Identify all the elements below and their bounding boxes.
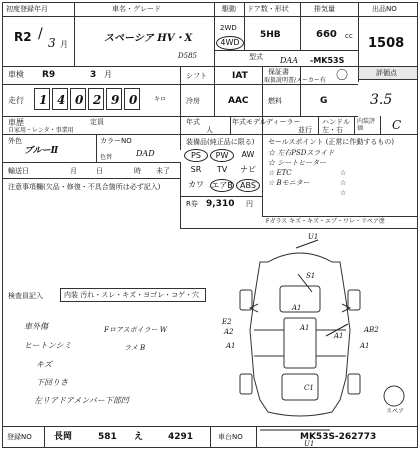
- door-shape-label: ドア数・形状: [247, 5, 289, 13]
- remark-item: キズ: [36, 360, 52, 369]
- mileage-digit: 4: [57, 93, 66, 107]
- delivery-day-unit: 日: [96, 167, 103, 175]
- sales-point-item: ☆ シートヒーター: [268, 159, 326, 167]
- warranty-sub: 取扱説明書/メーカー有: [264, 77, 326, 84]
- mileage-digit: 1: [39, 93, 48, 107]
- recycle-label: R券: [186, 200, 198, 208]
- model-change-label: 年式モデル: [232, 118, 267, 126]
- damage-mark: A1: [226, 342, 236, 350]
- equipment-item: ABS: [236, 179, 260, 192]
- month-unit: 月: [60, 40, 68, 49]
- inspection-label: 車検: [8, 70, 24, 79]
- color-no-label: カラーNO: [100, 137, 132, 145]
- shift-value: IAT: [232, 71, 248, 81]
- drive-2wd: 2WD: [220, 24, 237, 32]
- score-value: 3.5: [370, 92, 393, 108]
- recycle-unit: 円: [246, 200, 253, 208]
- mileage-digit: 2: [93, 93, 102, 107]
- equipment-item: ナビ: [240, 165, 256, 174]
- era-separator: /: [38, 26, 43, 42]
- shift-label: シフト: [186, 72, 207, 80]
- color-label: 外色: [8, 137, 22, 145]
- remark-right-1: Fロアスポイラー W: [104, 326, 167, 334]
- dealer-label: ディーラー: [266, 118, 301, 126]
- damage-mark: A1: [292, 304, 302, 312]
- damage-mark: A1: [360, 342, 370, 350]
- first-reg-label: 初度登録年月: [6, 5, 48, 13]
- sales-grade-bar: Fガラス キズ・キズ・エブ・ワレ・リペア塗: [266, 218, 385, 225]
- remark-item: 下回りさ: [36, 378, 68, 387]
- drive-4wd-circled: 4WD: [216, 36, 244, 50]
- reg-number: 4291: [168, 432, 194, 442]
- sales-point-item: ☆ 左右PSDスライド: [268, 149, 335, 157]
- damage-mark: A1: [300, 324, 310, 332]
- sales-point-blank: ☆: [340, 189, 347, 197]
- reg-label: 登録NO: [7, 433, 32, 441]
- mileage-digit: 0: [129, 93, 138, 107]
- mileage-digit: 9: [111, 93, 120, 107]
- listing-no-label: 出品NO: [372, 5, 397, 13]
- wheel-rear-right: [348, 374, 360, 394]
- equipment-item: SR: [190, 165, 202, 174]
- damage-mark: A2: [224, 328, 234, 336]
- displacement-label: 排気量: [314, 5, 335, 13]
- delivery-label: 輸送日: [8, 167, 29, 175]
- capacity-unit: 人: [206, 126, 213, 134]
- color-no-value: DAD: [136, 149, 155, 158]
- displacement-unit: cc: [345, 32, 353, 40]
- handle-value: 左・右: [322, 126, 343, 134]
- recycle-value: 9,310: [206, 199, 235, 209]
- sales-point-item: ☆ Bモニター: [268, 179, 310, 187]
- handle-label: ハンドル: [322, 118, 350, 126]
- delivery-time-label: 時: [134, 167, 141, 175]
- year-label: 年式: [186, 118, 200, 126]
- reg-class: 581: [98, 432, 117, 442]
- fuel-label: 燃料: [268, 97, 282, 105]
- notes-label: 注意事項欄(欠品・修復・不具合箇所は必ず記入): [8, 183, 161, 191]
- model-prefix: DAA: [280, 56, 298, 65]
- wheel-front-right: [348, 290, 360, 310]
- remark-right-2: ラメ B: [124, 344, 146, 352]
- warranty-label: 保証書: [268, 68, 289, 76]
- equipment-item: TV: [216, 165, 228, 174]
- damage-mark: A1: [334, 332, 344, 340]
- dealer-value: 並行: [298, 126, 312, 134]
- sales-point-item: ☆ ETC: [268, 169, 292, 177]
- chassis-label: 車台NO: [218, 433, 243, 441]
- displacement-value: 660: [316, 29, 337, 40]
- remark-item: ヒートンシミ: [24, 341, 72, 350]
- model-label: 型式: [249, 53, 263, 61]
- door-shape-value: 5HB: [260, 30, 281, 40]
- name-grade-value: スペーシア HV・X: [104, 33, 193, 44]
- delivery-month-unit: 月: [70, 167, 77, 175]
- interior-value: C: [392, 118, 402, 132]
- month-value: 3: [48, 36, 56, 50]
- reg-area: 長岡: [54, 432, 73, 442]
- damage-mark: U1: [304, 440, 315, 448]
- delivery-check-label: 未了: [156, 167, 170, 175]
- equipment-item: カワ: [188, 180, 204, 189]
- usage-options: 自家用・レンタ・事業用: [8, 127, 74, 134]
- mileage-unit: キロ: [154, 96, 167, 103]
- score-label: 評価点: [376, 69, 397, 77]
- drive-label: 駆動: [222, 5, 236, 13]
- inspector-items: 内装 汚れ・スレ・キズ・ヨゴレ・コゲ・穴: [60, 288, 206, 302]
- capacity-label: 定員: [90, 118, 104, 126]
- wheel-front-left: [240, 290, 252, 310]
- sales-points-title: セールスポイント (正常に作動するもの): [268, 138, 395, 146]
- model-code: -MK53S: [310, 56, 345, 65]
- usage-label: 車歴: [8, 118, 24, 127]
- color-replace-label: 色替: [100, 154, 113, 161]
- fuel-value: G: [320, 96, 328, 106]
- inspection-era: R9: [42, 70, 56, 80]
- equipment-title: 装備品(純正品に限る): [186, 138, 255, 146]
- reg-kana: え: [134, 432, 144, 442]
- spare-tire: [384, 386, 404, 406]
- equipment-item: AW: [241, 150, 255, 159]
- mileage-digit: 0: [75, 93, 84, 107]
- damage-mark: AB2: [364, 326, 379, 334]
- handwritten-top: D585: [178, 52, 197, 60]
- remark-item: 左リアドアメンバー下部凹: [34, 396, 129, 405]
- era-value: R2: [14, 30, 32, 44]
- chassis-value: MK53S-262773: [300, 432, 377, 442]
- spare-label: スペア: [386, 408, 405, 415]
- damage-mark: E2: [222, 318, 232, 326]
- sales-point-blank: ☆: [340, 179, 347, 187]
- inspection-month-unit: 月: [104, 70, 112, 79]
- sales-point-blank: ☆: [340, 169, 347, 177]
- color-value: ブルーⅡ: [24, 146, 59, 156]
- name-grade-label: 車名・グレード: [112, 5, 161, 13]
- damage-mark: U1: [308, 233, 319, 241]
- equipment-item: PS: [184, 149, 208, 162]
- remark-item: 車外傷: [24, 322, 48, 331]
- listing-no-value: 1508: [368, 36, 405, 51]
- ac-value: AAC: [228, 96, 249, 106]
- equipment-item: エアB: [211, 181, 233, 190]
- inspector-label: 検査員記入: [8, 292, 43, 300]
- interior-label: 内装評価: [357, 118, 376, 132]
- wheel-rear-left: [240, 374, 252, 394]
- equipment-item: PW: [210, 149, 234, 162]
- damage-mark: C1: [304, 384, 314, 392]
- warranty-mark: 〇: [336, 68, 349, 82]
- ac-label: 冷房: [186, 97, 200, 105]
- damage-mark: S1: [306, 272, 316, 280]
- inspection-month: 3: [90, 70, 97, 80]
- mileage-label: 走行: [8, 96, 24, 105]
